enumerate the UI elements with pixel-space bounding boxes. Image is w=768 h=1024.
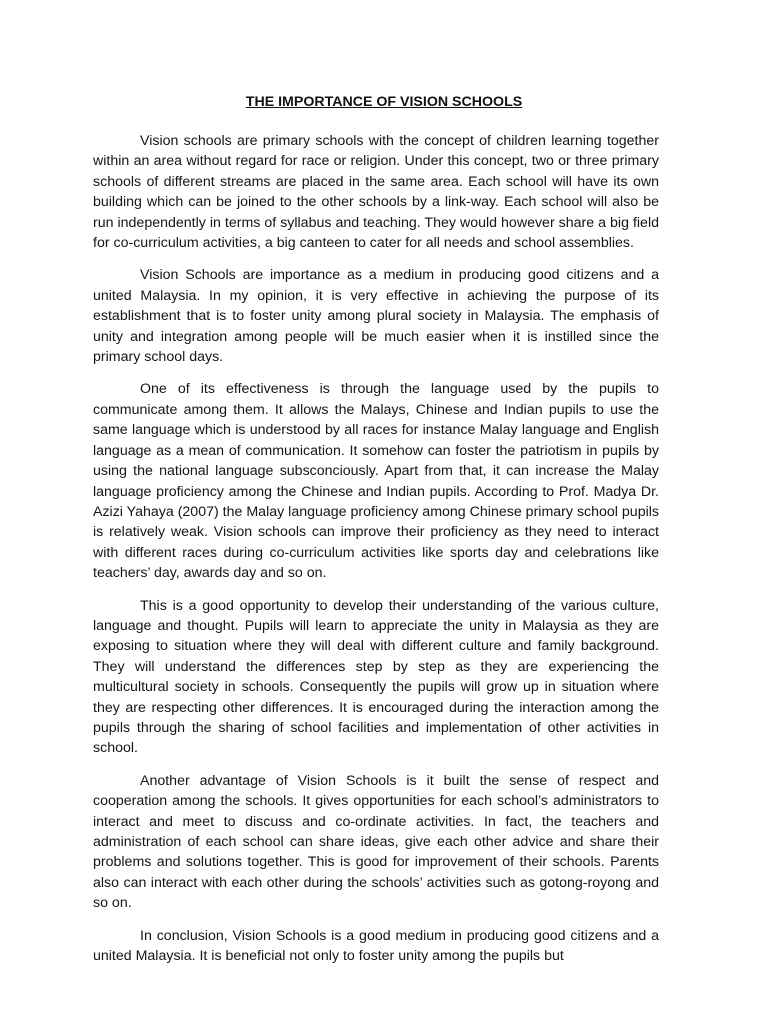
paragraph-importance: Vision Schools are importance as a medium in producing good citizens and a united Malaysia. In my opinion, it is very effective in achieving the purpose of its establishment that is to foster unity among plural society in Malaysia. The emphasis of unity and integration among people will be much easier when it is instilled since the primary school days. — [93, 267, 659, 366]
document-title: THE IMPORTANCE OF VISION SCHOOLS — [245, 94, 523, 110]
paragraph-introduction: Vision schools are primary schools with the concept of children learning together within an area without regard for race or religion. Under this concept, two or three primary schools of different streams are placed in the same area. Each school will have its own building which can be joined to the other schools by a link-way. Each school will also be run independently in terms of syllabus and teaching. They would however share a big field for co-curriculum activities, a big canteen to cater for all needs and school assemblies. — [93, 133, 659, 252]
paragraph-cooperation: Another advantage of Vision Schools is it built the sense of respect and cooperation among the schools. It gives opportunities for each school’s administrators to interact and meet to discuss and co-ordinate activities. In fact, the teachers and administration of each school can share ideas, give each other advice and share their problems and solutions together. This is good for improvement of their schools. Parents also can interact with each other during the schools’ activities such as gotong-royong and so on. — [93, 772, 659, 912]
paragraph-understanding: This is a good opportunity to develop their understanding of the various culture, language and thought. Pupils will learn to appreciate the unity in Malaysia as they are exposing to situation where they will deal with different culture and family background. They will understand the differences step by step as they are experiencing the multicultural society in schools. Consequently the pupils will grow up in situation where they are respecting other differences. It is encouraged during the interaction among the pupils through the sharing of school facilities and implementation of other activities in school. — [93, 597, 659, 757]
paragraph-language: One of its effectiveness is through the language used by the pupils to communicate among them. It allows the Malays, Chinese and Indian pupils to use the same language which is understood by all races for instance Malay language and English language as a mean of communication. It somehow can foster the patriotism in pupils by using the national language subsconciously. Apart from that, it can increase the Malay language proficiency among the Chinese and Indian pupils. According to Prof. Madya Dr. Azizi Yahaya (2007) the Malay language proficiency among Chinese primary school pupils is relatively weak. Vision schools can improve their proficiency as they need to interact with different races during co-curriculum activities like sports day and celebrations like teachers’ day, awards day and so on. — [93, 381, 659, 582]
document-body — [93, 131, 659, 978]
paragraph-conclusion: In conclusion, Vision Schools is a good medium in producing good citizens and a united Malaysia. It is beneficial not only to foster unity among the pupils but — [93, 927, 659, 965]
